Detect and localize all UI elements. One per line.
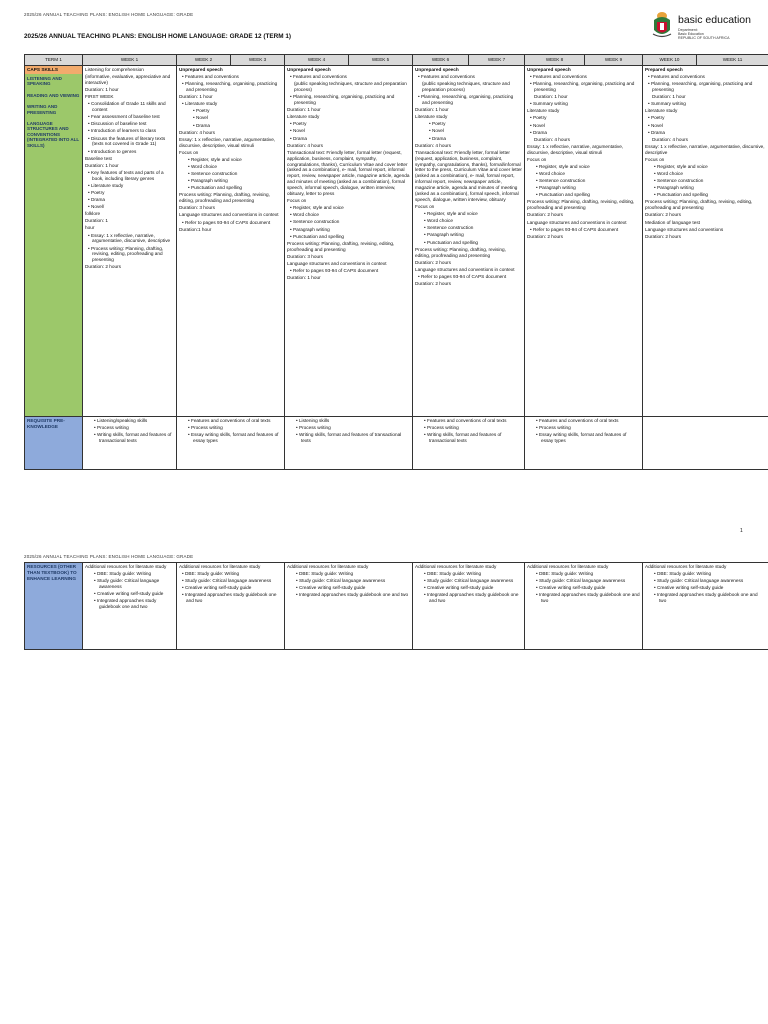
text-line: Baseline test [85, 155, 112, 161]
text-line: Focus on [645, 156, 665, 162]
list-item: • Process writing [287, 425, 410, 431]
list-item: • Discussion of baseline test [85, 121, 174, 127]
list-item: • Poetry [85, 190, 174, 196]
caps-item: LANGUAGE STRUCTURES AND CONVENTIONS (INTEGRATED INTO ALL SKILLS) [27, 120, 80, 148]
caps-item: READING AND VIEWING [27, 92, 80, 98]
text-line: Prepared speech [645, 67, 683, 72]
resources-table [24, 562, 768, 650]
list-item: • Planning, researching, organising, practicing and presenting [179, 81, 282, 93]
list-item: • Drama [415, 136, 522, 142]
list-item: • Word choice [415, 218, 522, 224]
dbe-logo [650, 10, 768, 44]
text-line: Unprepared speech [179, 67, 223, 72]
list-item: • Literature study [85, 183, 174, 189]
list-item: • Punctuation and spelling [179, 185, 282, 191]
text-line: Duration: 2 hours [85, 264, 121, 270]
text-line: Unprepared speech [287, 67, 331, 72]
list-item: • Poetry [415, 121, 522, 127]
col-week10: WEEK 10 [643, 55, 697, 66]
list-item: • Study guide: Critical language awareness [415, 578, 522, 584]
caps-item: LISTENING AND SPEAKING [27, 75, 62, 87]
text-line: Process writing: Planning, drafting, revising, editing, proofreading and presenting [415, 246, 506, 258]
list-item: • Features and conventions of oral texts [179, 418, 282, 424]
text-line: Essay: 1 x reflective, narrative, argumentative, discursive, descriptive, visual stimuli [527, 143, 624, 155]
text-line: Transactional text: Friendly letter, formal letter (request, application, business, complaint, sympathy, congratulations, thanks), formal/informal letter to the press, Curriculum Vitae and cover letter (asked as a combination), e- mail, formal report, informal report, review, newspaper article, magazine article, agenda and minutes of meeting (asked as a combination), formal speech, informal speech, dialogue, written interview, obituary [415, 149, 522, 202]
text-line: Duration:1 hour [179, 226, 212, 232]
list-item: • Introduction of learners to class [85, 128, 174, 134]
list-item: • Study guide: Critical language awareness [287, 578, 410, 584]
list-item: • Drama [527, 130, 640, 136]
text-line: Process writing: Planning, drafting, revising, editing, proofreading and presenting [645, 199, 753, 211]
list-item: • Literature study [179, 101, 282, 107]
table-row [25, 417, 768, 470]
list-item: • Features and conventions [645, 74, 766, 80]
text-line: Process writing: Planning, drafting, revising, editing, proofreading and presenting [287, 240, 395, 252]
text-line: Duration: 1 hour [287, 275, 321, 281]
text-line: Duration: 1 [85, 218, 108, 224]
list-item: • Novel [645, 123, 766, 129]
list-item: • Integrated approaches study guidebook one and two [415, 592, 522, 604]
text-line: Language structures and conventions in context [287, 260, 387, 266]
list-item: • Study guide: Critical language awareness [179, 578, 282, 584]
list-item: • Drama [287, 136, 410, 142]
resources-week6-7-cell [413, 563, 525, 650]
list-item: • Sentence construction [415, 225, 522, 231]
text-line: hour [85, 225, 95, 231]
text-line: Literature study [527, 108, 560, 114]
list-item: • Planning, researching, organising, practicing and presenting [527, 81, 640, 93]
list-item: • Planning, researching, organising, practicing and presenting [287, 94, 410, 106]
list-item: • Drama [85, 197, 174, 203]
text-line: Duration: 2 hours [415, 259, 451, 265]
list-item: • Study guide: Critical language awareness [527, 578, 640, 584]
text-line: Duration: 1 hour [652, 94, 686, 100]
text-line: Duration: 2 hours [527, 233, 563, 239]
list-item: • Sentence construction [287, 219, 410, 225]
list-item: • Refer to pages 93-94 of CAPS document [287, 268, 410, 274]
text-line: (public speaking techniques, structure and preparation process) [422, 81, 510, 93]
list-item: • Planning, researching, organising, practicing and presenting [645, 81, 766, 93]
text-line: Duration: 1 hour [85, 87, 119, 93]
list-item: • Poetry [287, 121, 410, 127]
list-item: • Creative writing self-study guide [179, 585, 282, 591]
list-item: • Introduction to genres [85, 149, 174, 155]
text-line: Duration: 4 hours [534, 136, 570, 142]
list-item: • Study guide: Critical language awareness [85, 578, 174, 590]
list-item: • Features and conventions [179, 74, 282, 80]
list-item: • Writing skills, format and features of transactional texts [287, 432, 410, 444]
header-row [25, 55, 768, 66]
text-line: Literature study [645, 108, 678, 114]
text-line: Focus on [179, 149, 199, 155]
list-item: • DBE: Study guide: Writing [645, 571, 766, 577]
text-line: Duration: 4 hours [287, 142, 323, 148]
text-line: Transactional text: Friendly letter, formal letter (request, application, business, complaint, sympathy, congratulations, thanks), Curriculum Vitae and cover letter (asked as a combination), e- mail, formal report, informal report, review, newspaper article, magazine article, agenda and minutes of meeting (asked as a combination), formal speech, informal speech, dialogue, written interview, obituary, letter to press [287, 149, 410, 197]
list-item: • Discuss the features of literary texts (texts not covered in Grade 11) [85, 136, 174, 148]
list-item: • Word choice [287, 212, 410, 218]
text-line: folklore [85, 211, 101, 217]
coat-of-arms-icon [650, 10, 674, 40]
text-line: Additional resources for literature study [179, 564, 261, 569]
resources-week10-11-cell [643, 563, 768, 650]
list-item: • Register, style and voice [287, 205, 410, 211]
list-item: • Refer to pages 93-94 of CAPS document [527, 227, 640, 233]
list-item: • Paragraph writing [527, 185, 640, 191]
list-item: • Sentence construction [179, 171, 282, 177]
text-line: Duration: 1 hour [179, 94, 213, 100]
text-line: Additional resources for literature study [415, 564, 497, 569]
text-line: Duration: 4 hours [652, 136, 688, 142]
running-header: 2025/26 ANNUAL TEACHING PLANS: ENGLISH HOME LANGUAGE: GRADE [24, 554, 194, 559]
text-line: Duration: 1 hour [534, 94, 568, 100]
list-item: • Essay writing skills, format and features of essay types [527, 432, 640, 444]
text-line: (informative, evaluative, appreciative and interactive) [85, 74, 171, 85]
text-line: Duration: 3 hours [179, 205, 215, 211]
list-item: • Process writing [415, 425, 522, 431]
list-item: • Punctuation and spelling [645, 192, 766, 198]
requisite-week4-5-cell [285, 417, 413, 470]
col-week9: WEEK 9 [585, 55, 643, 66]
text-line: Language structures and conventions in context [179, 212, 279, 218]
list-item: • Creative writing self-study guide [527, 585, 640, 591]
text-line: Duration: 1 hour [85, 162, 119, 168]
list-item: • Poetry [179, 108, 282, 114]
list-item: • Process writing: Planning, drafting, revising, editing, proofreading and presenting [85, 246, 174, 264]
text-line: Additional resources for literature study [85, 564, 167, 569]
list-item: • Summary writing [527, 101, 640, 107]
text-line: Unprepared speech [415, 67, 459, 72]
week2-3-cell [177, 66, 285, 417]
list-item: • Essay: 1 x reflective, narrative, argumentative, discursive, descriptive [85, 233, 174, 245]
brand-name: basic education [678, 14, 751, 26]
list-item: • Consolidation of Grade 11 skills and content [85, 101, 174, 113]
text-line: Unprepared speech [527, 67, 571, 72]
text-line: Focus on [287, 198, 307, 204]
col-term: TERM 1 [25, 55, 83, 66]
list-item: • Drama [645, 130, 766, 136]
list-item: • DBE: Study guide: Writing [85, 571, 174, 577]
caps-skills-cell [25, 66, 83, 417]
requisite-week6-7-cell [413, 417, 525, 470]
text-line: Duration: 2 hours [527, 212, 563, 218]
list-item: • Summary writing [645, 101, 766, 107]
text-line: Process writing: Planning, drafting, revising, editing, proofreading and presenting [527, 199, 635, 211]
text-line: Process writing: Planning, drafting, revising, editing, proofreading and presenting [179, 192, 270, 204]
col-week6: WEEK 6 [413, 55, 469, 66]
list-item: • Refer to pages 93-94 of CAPS document [179, 220, 282, 226]
list-item: • Punctuation and spelling [287, 234, 410, 240]
text-line: Essay: 1 x reflective, narrative, argumentative, discursive, descriptive, visual stimuli [179, 136, 276, 148]
col-week3: WEEK 3 [231, 55, 285, 66]
col-week5: WEEK 5 [349, 55, 413, 66]
text-line: Duration: 2 hours [645, 233, 681, 239]
list-item: • Novel [415, 128, 522, 134]
list-item: • Creative writing self-study guide [287, 585, 410, 591]
list-item: • Creative writing self-study guide [85, 591, 174, 597]
table-row [25, 563, 768, 650]
list-item: • Listening skills [287, 418, 410, 424]
text-line: Mediation of language test [645, 219, 700, 225]
text-line: Focus on [527, 156, 547, 162]
text-line: (public speaking techniques, structure and preparation process) [294, 81, 407, 93]
text-line: Additional resources for literature study [287, 564, 369, 569]
list-item: • Integrated approaches study guidebook one and two [645, 592, 766, 604]
text-line: Focus on [415, 204, 435, 210]
list-item: • Essay writing skills, format and features of essay types [179, 432, 282, 444]
list-item: • Paragraph writing [287, 227, 410, 233]
requisite-week10-11-cell [643, 417, 768, 470]
text-line: Language structures and conventions in context [527, 219, 627, 225]
teaching-plan-table [24, 54, 768, 470]
list-item: • Integrated approaches study guidebook one and two [85, 598, 174, 610]
text-line: Essay: 1 x reflective, narrative, argumentative, discursive, descriptive [645, 143, 765, 155]
list-item: • Paragraph writing [645, 185, 766, 191]
list-item: • Creative writing self-study guide [415, 585, 522, 591]
list-item: • Register, style and voice [179, 157, 282, 163]
list-item: • Drama [179, 123, 282, 129]
week6-7-cell [413, 66, 525, 417]
list-item: • Planning, researching, organising, practicing and presenting [415, 94, 522, 106]
week10-11-cell [643, 66, 768, 417]
list-item: • Refer to pages 93-94 of CAPS document [415, 274, 522, 280]
list-item: • DBE: Study guide: Writing [179, 571, 282, 577]
list-item: • Study guide: Critical language awareness [645, 578, 766, 584]
text-line: Duration: 3 hours [287, 253, 323, 259]
text-line: Duration: 2 hours [415, 280, 451, 286]
text-line: Literature study [415, 114, 448, 120]
text-line: Duration: 2 hours [645, 212, 681, 218]
list-item: • DBE: Study guide: Writing [287, 571, 410, 577]
list-item: • Writing skills, format and features of transactional texts [85, 432, 174, 444]
running-header: 2025/26 ANNUAL TEACHING PLANS: ENGLISH HOME LANGUAGE: GRADE [24, 12, 194, 17]
page-number: 1 [740, 528, 743, 534]
text-line: Literature study [287, 114, 320, 120]
list-item: • Features and conventions [527, 74, 640, 80]
list-item: • Features and conventions [287, 74, 410, 80]
list-item: • Features and conventions [415, 74, 522, 80]
list-item: • Punctuation and spelling [527, 192, 640, 198]
list-item: • Register, style and voice [645, 164, 766, 170]
col-week11: WEEK 11 [697, 55, 768, 66]
list-item: • Poetry [645, 115, 766, 121]
list-item: • Key features of texts and parts of a book, including literary genres [85, 170, 174, 182]
week4-5-cell [285, 66, 413, 417]
resources-week1-cell [83, 563, 177, 650]
list-item: • Listening/speaking skills [85, 418, 174, 424]
list-item: • Word choice [179, 164, 282, 170]
caps-skills-heading: CAPS SKILLS [25, 66, 82, 74]
brand-subtitle: Department: Basic Education REPUBLIC OF SOUTH AFRICA [678, 28, 730, 41]
document-title: 2025/26 ANNUAL TEACHING PLANS: ENGLISH HOME LANGUAGE: GRADE 12 (TERM 1) [24, 33, 292, 40]
text-line: Duration: 1 hour [415, 107, 449, 113]
requisite-week2-3-cell [177, 417, 285, 470]
text-line: Listening for comprehension [85, 67, 144, 72]
text-line: Additional resources for literature study [645, 564, 727, 569]
list-item: • Process writing [179, 425, 282, 431]
text-line: Language structures and conventions in context [415, 266, 515, 272]
col-week7: WEEK 7 [469, 55, 525, 66]
list-item: • Process writing [85, 425, 174, 431]
list-item: • Punctuation and spelling [415, 240, 522, 246]
list-item: • Sentence construction [645, 178, 766, 184]
col-week1: WEEK 1 [83, 55, 177, 66]
list-item: • Novel/ [85, 204, 174, 210]
week8-9-cell [525, 66, 643, 417]
list-item: • Paragraph writing [415, 232, 522, 238]
list-item: • Features and conventions of oral texts [415, 418, 522, 424]
text-line: Duration: 1 hour [287, 107, 321, 113]
list-item: • Word choice [527, 171, 640, 177]
text-line: Duration: 4 hours [415, 142, 451, 148]
resources-label-cell: RESOURCES (OTHER THAN TEXTBOOK) TO ENHANCE LEARNING [25, 563, 83, 650]
list-item: • Register, style and voice [527, 164, 640, 170]
list-item: • Features and conventions of oral texts [527, 418, 640, 424]
resources-week4-5-cell [285, 563, 413, 650]
list-item: • Integrated approaches study guidebook one and two [287, 592, 410, 598]
list-item: • Word choice [645, 171, 766, 177]
list-item: • Register, style and voice [415, 211, 522, 217]
list-item: • Paragraph writing [179, 178, 282, 184]
resources-week2-3-cell [177, 563, 285, 650]
col-week8: WEEK 8 [525, 55, 585, 66]
resources-week8-9-cell [525, 563, 643, 650]
col-week2: WEEK 2 [177, 55, 231, 66]
col-week4: WEEK 4 [285, 55, 349, 66]
requisite-week1-cell [83, 417, 177, 470]
list-item: • Integrated approaches study guidebook one and two [527, 592, 640, 604]
list-item: • Integrated approaches study guidebook one and two [179, 592, 282, 604]
requisite-label-cell: REQUISITE PRE-KNOWLEDGE [25, 417, 83, 470]
list-item: • Creative writing self-study guide [645, 585, 766, 591]
list-item: • Sentence construction [527, 178, 640, 184]
week1-cell [83, 66, 177, 417]
caps-item: WRITING AND PRESENTING [27, 104, 58, 115]
list-item: • Novel [287, 128, 410, 134]
table-row [25, 66, 768, 417]
list-item: • Novel [179, 115, 282, 121]
list-item: • Writing skills, format and features of transactional texts [415, 432, 522, 444]
text-line: Additional resources for literature study [527, 564, 609, 569]
list-item: • Process writing [527, 425, 640, 431]
text-line: Duration: 4 hours [179, 129, 215, 135]
list-item: • Novel [527, 123, 640, 129]
text-line: FIRST WEEK [85, 94, 114, 100]
list-item: • DBE: Study guide: Writing [415, 571, 522, 577]
list-item: • Poetry [527, 115, 640, 121]
list-item: • DBE: Study guide: Writing [527, 571, 640, 577]
text-line: Language structures and conventions [645, 226, 724, 232]
requisite-week8-9-cell [525, 417, 643, 470]
list-item: • Fear assessment of baseline test [85, 114, 174, 120]
